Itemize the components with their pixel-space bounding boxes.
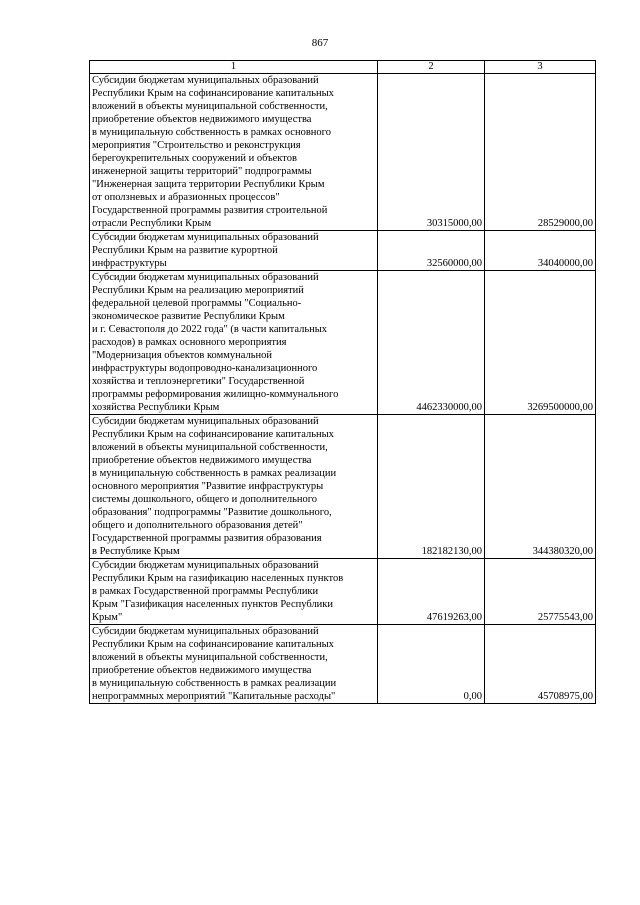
- table-row: [90, 271, 596, 415]
- row-description: Субсидии бюджетам муниципальных образований Республики Крым на софинансирование капитальных вложений в объекты муниципальной собственности, приобретение объектов недвижимого имущества в муниципальную собственность в рамках основного мероприятия "Строительство и реконструкция берегоукрепительных сооружений и объектов инженерной защиты территорий" подпрограммы "Инженерная защита территории Республики Крым от оползневых и абразионных процессов" Государственной программы развития строительной отрасли Республики Крым: [90, 74, 378, 231]
- table-header-row: [90, 61, 596, 74]
- row-value-2: 182182130,00: [378, 415, 485, 559]
- row-description: Субсидии бюджетам муниципальных образований Республики Крым на развитие курортной инфраструктуры: [90, 231, 378, 271]
- row-description: Субсидии бюджетам муниципальных образований Республики Крым на софинансирование капитальных вложений в объекты муниципальной собственности, приобретение объектов недвижимого имущества в муниципальную собственность в рамках реализации основного мероприятия "Развитие инфраструктуры системы дошкольного, общего и дополнительного образования" подпрограммы "Развитие дошкольного, общего и дополнительного образования детей" Государственной программы развития образования в Республике Крым: [90, 415, 378, 559]
- table-row: [90, 559, 596, 625]
- row-value-3: 45708975,00: [485, 625, 596, 704]
- row-value-2: 30315000,00: [378, 74, 485, 231]
- row-value-3: 344380320,00: [485, 415, 596, 559]
- row-value-3: 25775543,00: [485, 559, 596, 625]
- row-value-2: 4462330000,00: [378, 271, 485, 415]
- table-row: [90, 625, 596, 704]
- row-value-3: 3269500000,00: [485, 271, 596, 415]
- table-row: [90, 74, 596, 231]
- column-header-1: 1: [90, 61, 378, 74]
- row-value-3: 34040000,00: [485, 231, 596, 271]
- column-header-2: 2: [378, 61, 485, 74]
- table-row: [90, 231, 596, 271]
- row-value-3: 28529000,00: [485, 74, 596, 231]
- budget-table: [89, 60, 596, 704]
- row-description: Субсидии бюджетам муниципальных образований Республики Крым на газификацию населенных пунктов в рамках Государственной программы Республики Крым "Газификация населенных пунктов Республики Крым": [90, 559, 378, 625]
- row-value-2: 0,00: [378, 625, 485, 704]
- row-value-2: 32560000,00: [378, 231, 485, 271]
- column-header-3: 3: [485, 61, 596, 74]
- table-row: [90, 415, 596, 559]
- row-description: Субсидии бюджетам муниципальных образований Республики Крым на софинансирование капитальных вложений в объекты муниципальной собственности, приобретение объектов недвижимого имущества в муниципальную собственность в рамках реализации непрограммных мероприятий "Капитальные расходы": [90, 625, 378, 704]
- row-description: Субсидии бюджетам муниципальных образований Республики Крым на реализацию мероприятий федеральной целевой программы "Социально- экономическое развитие Республики Крым и г. Севастополя до 2022 года" (в части капитальных расходов) в рамках основного мероприятия "Модернизация объектов коммунальной инфраструктуры водопроводно-канализационного хозяйства и теплоэнергетики" Государственной программы реформирования жилищно-коммунального хозяйства Республики Крым: [90, 271, 378, 415]
- row-value-2: 47619263,00: [378, 559, 485, 625]
- page-number: 867: [311, 37, 329, 49]
